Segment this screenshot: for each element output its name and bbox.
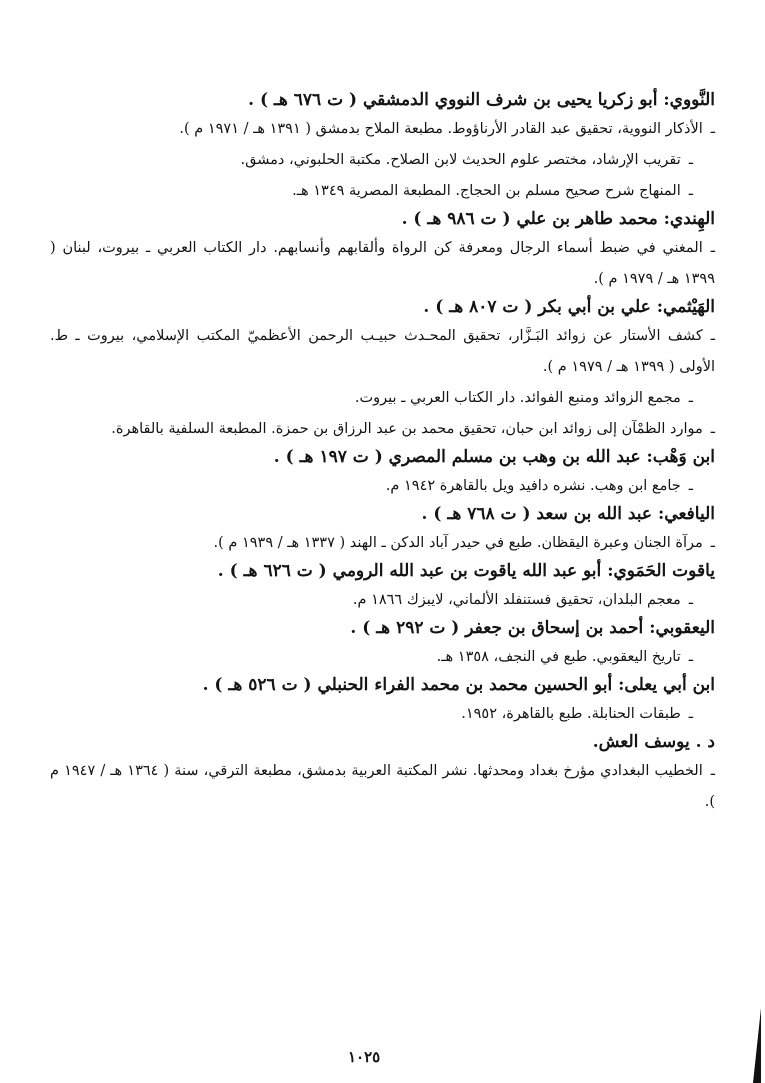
author-full-name: أبو عبد الله ياقوت بن عبد الله الرومي ( ت ٦٢٦ هـ ) . (217, 561, 602, 581)
author-name: د . يوسف العش. (592, 732, 715, 752)
entry-nawawi (50, 88, 715, 207)
author-name: الهِندي: (663, 209, 715, 229)
book-item: ـمجمع الزوائد ومنبع الفوائد. دار الكتاب العربي ـ بيروت. (354, 390, 693, 406)
author-name: النَّووي: (663, 90, 715, 110)
author-full-name: أحمد بن إسحاق بن جعفر ( ت ٢٩٢ هـ ) . (350, 618, 644, 638)
book-item: ـطبقات الحنابلة. طبع بالقاهرة، ١٩٥٢. (461, 706, 693, 722)
book-item: ـموارد الظمْآن إلى زوائد ابن حبان، تحقيق محمد بن عبد الرزاق بن حمزة. المطبعة السلفية بالقاهرة. (111, 421, 715, 437)
author-full-name: عبد الله بن وهب بن مسلم المصري ( ت ١٩٧ هـ ) . (273, 447, 641, 467)
book-text: جامع ابن وهب. نشره دافيد ويل بالقاهرة ١٩٤٢ م. (385, 478, 681, 494)
author-name: ابن وَهْب: (646, 447, 715, 467)
author-heading (50, 730, 715, 756)
author-full-name: أبو الحسين محمد بن محمد الفراء الحنبلي ( ت ٥٢٦ هـ ) . (202, 675, 613, 695)
author-heading (50, 445, 715, 471)
author-heading (50, 88, 715, 114)
entry-yafii (50, 502, 715, 559)
author-heading (50, 673, 715, 699)
author-full-name: أبو زكريا يحيى بن شرف النووي الدمشقي ( ت ٦٧٦ هـ ) . (248, 90, 658, 110)
author-name: اليعقوبي: (649, 618, 715, 638)
page-number: ١٠٢٥ (348, 1048, 381, 1066)
book-item: ـتاريخ اليعقوبي. طبع في النجف، ١٣٥٨ هـ. (436, 649, 693, 665)
book-text: الخطيب البغدادي مؤرخ بغداد ومحدثها. نشر المكتبة العربية بدمشق، مطبعة الترقي، سنة ( ١٣٦٤ هـ / ١٩٤٧ م ). (50, 763, 715, 810)
author-heading (50, 559, 715, 585)
book-text: موارد الظمْآن إلى زوائد ابن حبان، تحقيق محمد بن عبد الرزاق بن حمزة. المطبعة السلفية بالقاهرة. (111, 421, 703, 437)
author-name: اليافعي: (658, 504, 715, 524)
book-item: ـالخطيب البغدادي مؤرخ بغداد ومحدثها. نشر المكتبة العربية بدمشق، مطبعة الترقي، سنة ( ١٣٦٤ هـ / ١٩٤٧ م ). (50, 763, 716, 810)
scan-edge-mark (753, 1008, 761, 1083)
entry-yaqubi (50, 616, 715, 673)
author-heading (50, 207, 715, 233)
author-name: ياقوت الحَمَوي: (607, 561, 715, 581)
bibliography-list (50, 88, 715, 818)
book-text: تقريب الإرشاد، مختصر علوم الحديث لابن الصلاح. مكتبة الحلبوني، دمشق. (240, 152, 681, 168)
entry-hindi (50, 207, 715, 295)
author-full-name: محمد طاهر بن علي ( ت ٩٨٦ هـ ) . (401, 209, 658, 229)
author-full-name: علي بن أبي بكر ( ت ٨٠٧ هـ ) . (423, 297, 651, 317)
book-text: طبقات الحنابلة. طبع بالقاهرة، ١٩٥٢. (461, 706, 681, 722)
book-item: ـتقريب الإرشاد، مختصر علوم الحديث لابن الصلاح. مكتبة الحلبوني، دمشق. (240, 152, 693, 168)
book-text: المغني في ضبط أسماء الرجال ومعرفة كن الرواة وألقابهم وأنسابهم. دار الكتاب العربي ـ بيروت، لبنان ( ١٣٩٩ هـ / ١٩٧٩ م ). (50, 240, 715, 287)
entry-ibn-abi-yala (50, 673, 715, 730)
author-heading (50, 502, 715, 528)
book-text: المنهاج شرح صحيح مسلم بن الحجاج. المطبعة المصرية ١٣٤٩ هـ. (292, 183, 681, 199)
book-text: كشف الأستار عن زوائد البَـزَّار، تحقيق المحـدث حبيـب الرحمن الأعظميّ المكتب الإسلامي، بيروت ـ ط. الأولى ( ١٣٩٩ هـ / ١٩٧٩ م ). (50, 328, 715, 375)
entry-ibn-wahb (50, 445, 715, 502)
book-text: مرآة الجنان وعبرة اليقظان. طبع في حيدر آباد الدكن ـ الهند ( ١٣٣٧ هـ / ١٩٣٩ م ). (213, 535, 703, 551)
book-text: تاريخ اليعقوبي. طبع في النجف، ١٣٥٨ هـ. (436, 649, 681, 665)
book-item: ـجامع ابن وهب. نشره دافيد ويل بالقاهرة ١٩٤٢ م. (385, 478, 693, 494)
entry-yusuf-al-ish (50, 730, 715, 818)
book-item: ـمعجم البلدان، تحقيق فستنفلد الألماني، لايبزك ١٨٦٦ م. (352, 592, 693, 608)
book-item: ـمرآة الجنان وعبرة اليقظان. طبع في حيدر آباد الدكن ـ الهند ( ١٣٣٧ هـ / ١٩٣٩ م ). (213, 535, 715, 551)
book-item: ـالأذكار النووية، تحقيق عبد القادر الأرناؤوط. مطبعة الملاح بدمشق ( ١٣٩١ هـ / ١٩٧١ م ). (179, 121, 715, 137)
author-name: ابن أبي يعلى: (618, 675, 715, 695)
book-text: الأذكار النووية، تحقيق عبد القادر الأرناؤوط. مطبعة الملاح بدمشق ( ١٣٩١ هـ / ١٩٧١ م ). (179, 121, 703, 137)
book-text: معجم البلدان، تحقيق فستنفلد الألماني، لايبزك ١٨٦٦ م. (352, 592, 681, 608)
book-item: ـكشف الأستار عن زوائد البَـزَّار، تحقيق المحـدث حبيـب الرحمن الأعظميّ المكتب الإسلامي، بيروت ـ ط. الأولى ( ١٣٩٩ هـ / ١٩٧٩ م ). (50, 328, 715, 375)
author-full-name: عبد الله بن سعد ( ت ٧٦٨ هـ ) . (421, 504, 653, 524)
entry-yaqut (50, 559, 715, 616)
book-item: ـالمغني في ضبط أسماء الرجال ومعرفة كن الرواة وألقابهم وأنسابهم. دار الكتاب العربي ـ بيروت، لبنان ( ١٣٩٩ هـ / ١٩٧٩ م ). (50, 240, 715, 287)
book-item: ـالمنهاج شرح صحيح مسلم بن الحجاج. المطبعة المصرية ١٣٤٩ هـ. (292, 183, 693, 199)
entry-haythami (50, 295, 715, 445)
author-heading (50, 295, 715, 321)
author-heading (50, 616, 715, 642)
book-text: مجمع الزوائد ومنبع الفوائد. دار الكتاب العربي ـ بيروت. (354, 390, 681, 406)
author-name: الهَيْثمي: (656, 297, 715, 317)
